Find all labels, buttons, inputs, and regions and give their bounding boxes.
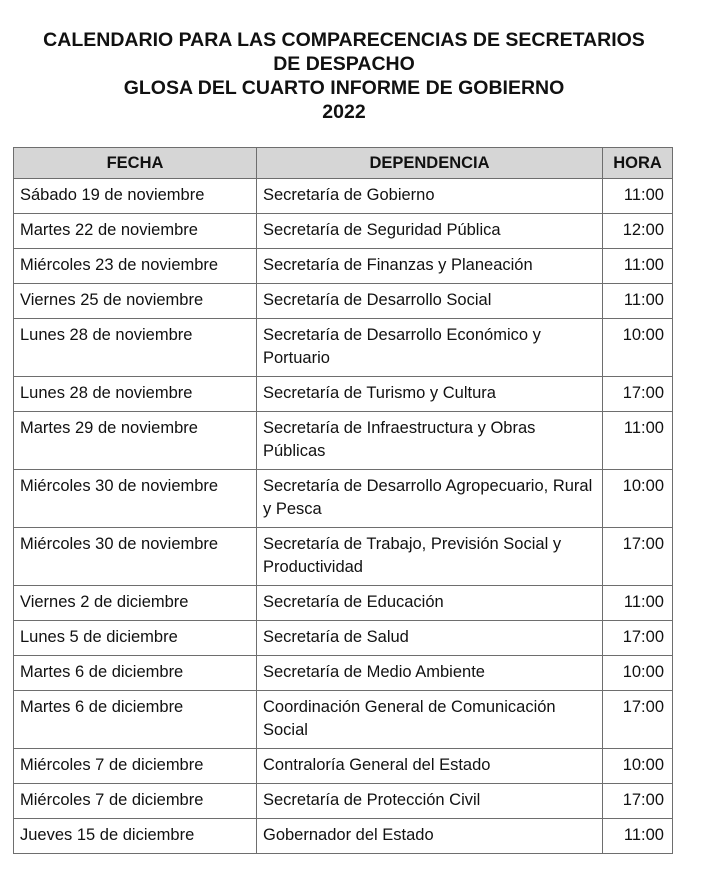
table-row [14,784,673,819]
fecha-cell: Sábado 19 de noviembre [14,179,257,214]
table-row [14,214,673,249]
dependencia-cell: Secretaría de Educación [257,586,603,621]
hora-cell: 10:00 [603,470,673,528]
table-row [14,179,673,214]
header-fecha: FECHA [14,148,257,179]
header-dependencia: DEPENDENCIA [257,148,603,179]
hora-cell: 11:00 [603,179,673,214]
schedule-table [13,147,673,854]
header-row [14,148,673,179]
table-row [14,284,673,319]
dependencia-cell: Secretaría de Turismo y Cultura [257,377,603,412]
table-row [14,749,673,784]
fecha-cell: Miércoles 30 de noviembre [14,528,257,586]
table-row [14,691,673,749]
hora-cell: 17:00 [603,784,673,819]
hora-cell: 11:00 [603,249,673,284]
table-header [14,148,673,179]
dependencia-cell: Secretaría de Medio Ambiente [257,656,603,691]
table-row [14,656,673,691]
hora-cell: 17:00 [603,528,673,586]
fecha-cell: Martes 6 de diciembre [14,691,257,749]
hora-cell: 10:00 [603,656,673,691]
dependencia-cell: Contraloría General del Estado [257,749,603,784]
dependencia-cell: Secretaría de Infraestructura y Obras Públicas [257,412,603,470]
fecha-cell: Lunes 5 de diciembre [14,621,257,656]
title-line-1: CALENDARIO PARA LAS COMPARECENCIAS DE SECRETARIOS [43,29,645,51]
dependencia-cell: Secretaría de Desarrollo Económico y Portuario [257,319,603,377]
fecha-cell: Miércoles 7 de diciembre [14,749,257,784]
fecha-cell: Lunes 28 de noviembre [14,377,257,412]
hora-cell: 11:00 [603,412,673,470]
dependencia-cell: Gobernador del Estado [257,819,603,854]
hora-cell: 17:00 [603,621,673,656]
fecha-cell: Miércoles 7 de diciembre [14,784,257,819]
fecha-cell: Lunes 28 de noviembre [14,319,257,377]
dependencia-cell: Secretaría de Finanzas y Planeación [257,249,603,284]
table-row [14,586,673,621]
dependencia-cell: Secretaría de Salud [257,621,603,656]
table-row [14,819,673,854]
title-line-3: GLOSA DEL CUARTO INFORME DE GOBIERNO [123,77,565,99]
fecha-cell: Martes 6 de diciembre [14,656,257,691]
hora-cell: 11:00 [603,586,673,621]
table-row [14,621,673,656]
title-line-4: 2022 [322,101,366,123]
fecha-cell: Miércoles 30 de noviembre [14,470,257,528]
document-title [0,28,688,124]
dependencia-cell: Secretaría de Desarrollo Social [257,284,603,319]
fecha-cell: Martes 22 de noviembre [14,214,257,249]
dependencia-cell: Coordinación General de Comunicación Social [257,691,603,749]
hora-cell: 17:00 [603,691,673,749]
dependencia-cell: Secretaría de Protección Civil [257,784,603,819]
fecha-cell: Viernes 25 de noviembre [14,284,257,319]
dependencia-cell: Secretaría de Desarrollo Agropecuario, Rural y Pesca [257,470,603,528]
dependencia-cell: Secretaría de Seguridad Pública [257,214,603,249]
table-row [14,412,673,470]
dependencia-cell: Secretaría de Trabajo, Previsión Social y Productividad [257,528,603,586]
dependencia-cell: Secretaría de Gobierno [257,179,603,214]
header-hora: HORA [603,148,673,179]
fecha-cell: Viernes 2 de diciembre [14,586,257,621]
table-row [14,319,673,377]
table-row [14,470,673,528]
hora-cell: 11:00 [603,284,673,319]
table-row [14,377,673,412]
hora-cell: 17:00 [603,377,673,412]
fecha-cell: Miércoles 23 de noviembre [14,249,257,284]
table-body [14,179,673,854]
table-row [14,528,673,586]
hora-cell: 11:00 [603,819,673,854]
hora-cell: 10:00 [603,319,673,377]
title-line-2: DE DESPACHO [273,53,415,75]
hora-cell: 10:00 [603,749,673,784]
fecha-cell: Jueves 15 de diciembre [14,819,257,854]
hora-cell: 12:00 [603,214,673,249]
fecha-cell: Martes 29 de noviembre [14,412,257,470]
table-row [14,249,673,284]
